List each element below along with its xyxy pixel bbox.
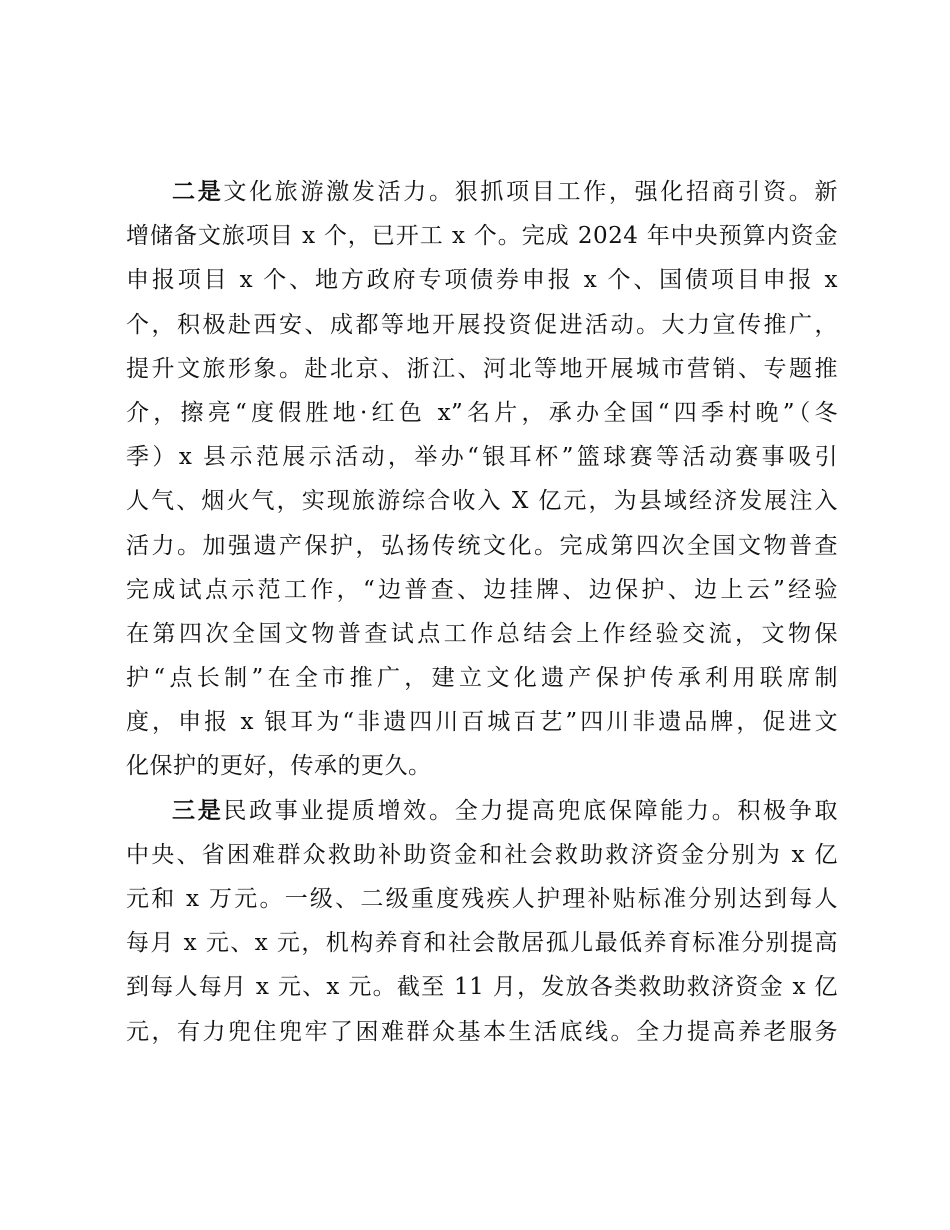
- paragraph-2-line-3: 元和 x 万元。一级、二级重度残疾人护理补贴标准分别达到每人: [126, 886, 838, 912]
- paragraph-2-lead: 三是: [172, 796, 224, 824]
- paragraph-1-lead: 二是: [172, 178, 224, 205]
- paragraph-1-line-1-text: 文化旅游激发活力。狠抓项目工作，强化招商引资。新: [223, 179, 839, 205]
- paragraph-1-line-10: 完成试点示范工作，“边普查、边挂牌、边保护、边上云”经验: [126, 576, 838, 603]
- paragraph-1-line-8: 人气、烟火气，实现旅游综合收入 X 亿元，为县域经济发展注入: [126, 488, 838, 515]
- paragraph-1-line-13: 度，申报 x 银耳为“非遗四川百城百艺”四川非遗品牌，促进文: [126, 709, 838, 736]
- paragraph-1-line-7: 季）x 县示范展示活动，举办“银耳杯”篮球赛等活动赛事吸引: [126, 444, 838, 471]
- paragraph-1-line-4: 个，积极赴西安、成都等地开展投资促进活动。大力宣传推广，: [126, 311, 838, 338]
- paragraph-1-line-9: 活力。加强遗产保护，弘扬传统文化。完成第四次全国文物普查: [126, 532, 838, 559]
- paragraph-1-line-14: 化保护的更好，传承的更久。: [126, 753, 432, 780]
- paragraph-2-line-1: [126, 789, 838, 833]
- paragraph-1-line-2: 增储备文旅项目 x 个，已开工 x 个。完成 2024 年中央预算内资金: [126, 223, 838, 250]
- paragraph-1-line-1: [126, 170, 838, 214]
- paragraph-1-line-5: 提升文旅形象。赴北京、浙江、河北等地开展城市营销、专题推: [126, 355, 838, 382]
- paragraph-2-line-1-text: 民政事业提质增效。全力提高兜底保障能力。积极争取: [223, 797, 839, 824]
- paragraph-1-line-11: 在第四次全国文物普查试点工作总结会上作经验交流，文物保: [126, 620, 838, 647]
- paragraph-1-line-12: 护“点长制”在全市推广，建立文化遗产保护传承利用联席制: [126, 665, 838, 692]
- paragraph-2-line-2: 中央、省困难群众救助补助资金和社会救助救济资金分别为 x 亿: [126, 841, 838, 868]
- paragraph-2-line-5: 到每人每月 x 元、x 元。截至 11 月，发放各类救助救济资金 x 亿: [126, 974, 838, 1001]
- paragraph-2-line-4: 每月 x 元、x 元，机构养育和社会散居孤儿最低养育标准分别提高: [126, 930, 838, 957]
- paragraph-1-line-3: 申报项目 x 个、地方政府专项债券申报 x 个、国债项目申报 x: [126, 267, 838, 294]
- paragraph-1-line-6: 介，擦亮“度假胜地·红色 x”名片，承办全国“四季村晚”（冬: [126, 399, 838, 426]
- body-text: [126, 170, 838, 1054]
- paragraph-2-line-6: 元，有力兜住兜牢了困难群众基本生活底线。全力提高养老服务: [126, 1018, 838, 1045]
